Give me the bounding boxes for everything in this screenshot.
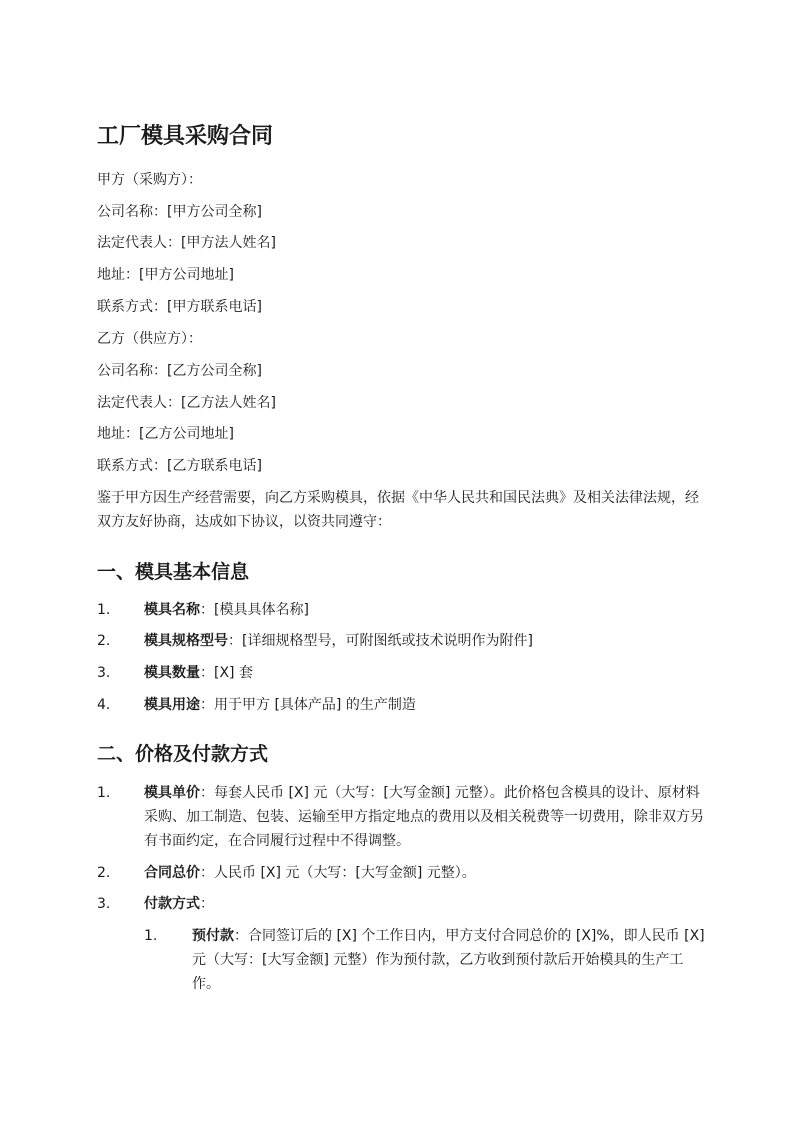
item-text: ：[X] 套 bbox=[200, 665, 253, 681]
sub-item-label: 预付款 bbox=[192, 928, 234, 944]
party-a-legal-rep: 法定代表人：[甲方法人姓名] bbox=[97, 235, 276, 251]
item-text: ：[模具具体名称] bbox=[200, 602, 309, 618]
party-a-company: 公司名称：[甲方公司全称] bbox=[97, 204, 262, 220]
party-a-address: 地址：[甲方公司地址] bbox=[97, 267, 234, 283]
item-body bbox=[144, 892, 707, 916]
item-body bbox=[144, 781, 707, 853]
document-title: 工厂模具采购合同 bbox=[97, 124, 274, 149]
item-body bbox=[144, 861, 707, 885]
party-b-company: 公司名称：[乙方公司全称] bbox=[97, 363, 262, 379]
item-body bbox=[144, 598, 707, 622]
item-label: 模具数量 bbox=[144, 665, 200, 681]
sub-item-body bbox=[192, 924, 707, 996]
party-a-heading: 甲方（采购方）： bbox=[97, 172, 202, 188]
item-text: ：用于甲方 [具体产品] 的生产制造 bbox=[200, 697, 416, 713]
item-label: 模具单价 bbox=[144, 785, 200, 801]
item-text: ： bbox=[200, 896, 214, 912]
item-number: 2. bbox=[97, 865, 111, 881]
item-number: 1. bbox=[97, 785, 111, 801]
sub-item-number: 1. bbox=[144, 928, 158, 944]
party-b-address: 地址：[乙方公司地址] bbox=[97, 426, 234, 442]
item-label: 模具用途 bbox=[144, 697, 200, 713]
item-label: 模具规格型号 bbox=[144, 633, 228, 649]
item-body bbox=[144, 661, 707, 685]
party-b-contact: 联系方式：[乙方联系电话] bbox=[97, 458, 262, 474]
item-text: ：[详细规格型号，可附图纸或技术说明作为附件] bbox=[228, 633, 533, 649]
item-body bbox=[144, 629, 707, 653]
item-body bbox=[144, 693, 707, 717]
party-b-heading: 乙方（供应方）： bbox=[97, 331, 202, 347]
item-number: 1. bbox=[97, 602, 111, 618]
preamble-paragraph: 鉴于甲方因生产经营需要，向乙方采购模具，依据《中华人民共和国民法典》及相关法律法规，经双方友好协商，达成如下协议，以资共同遵守： bbox=[97, 490, 699, 530]
section-1-title: 一、模具基本信息 bbox=[97, 561, 250, 583]
section-2-title: 二、价格及付款方式 bbox=[97, 743, 269, 765]
item-number: 3. bbox=[97, 665, 111, 681]
item-number: 4. bbox=[97, 697, 111, 713]
party-a-contact: 联系方式：[甲方联系电话] bbox=[97, 299, 262, 315]
item-label: 付款方式 bbox=[144, 896, 200, 912]
item-text: ：每套人民币 [X] 元（大写：[大写金额] 元整）。此价格包含模具的设计、原材料采购、加工制造、包装、运输至甲方指定地点的费用以及相关税费等一切费用，除非双方另有书面约定，在合同履行过程中不得调整。 bbox=[144, 785, 704, 849]
party-b-legal-rep: 法定代表人：[乙方法人姓名] bbox=[97, 395, 276, 411]
item-label: 模具名称 bbox=[144, 602, 200, 618]
sub-item-text: ：合同签订后的 [X] 个工作日内，甲方支付合同总价的 [X]%，即人民币 [X] 元（大写：[大写金额] 元整）作为预付款，乙方收到预付款后开始模具的生产工作。 bbox=[192, 928, 705, 992]
item-text: ：人民币 [X] 元（大写：[大写金额] 元整）。 bbox=[200, 865, 476, 881]
item-number: 2. bbox=[97, 633, 111, 649]
item-label: 合同总价 bbox=[144, 865, 200, 881]
item-number: 3. bbox=[97, 896, 111, 912]
